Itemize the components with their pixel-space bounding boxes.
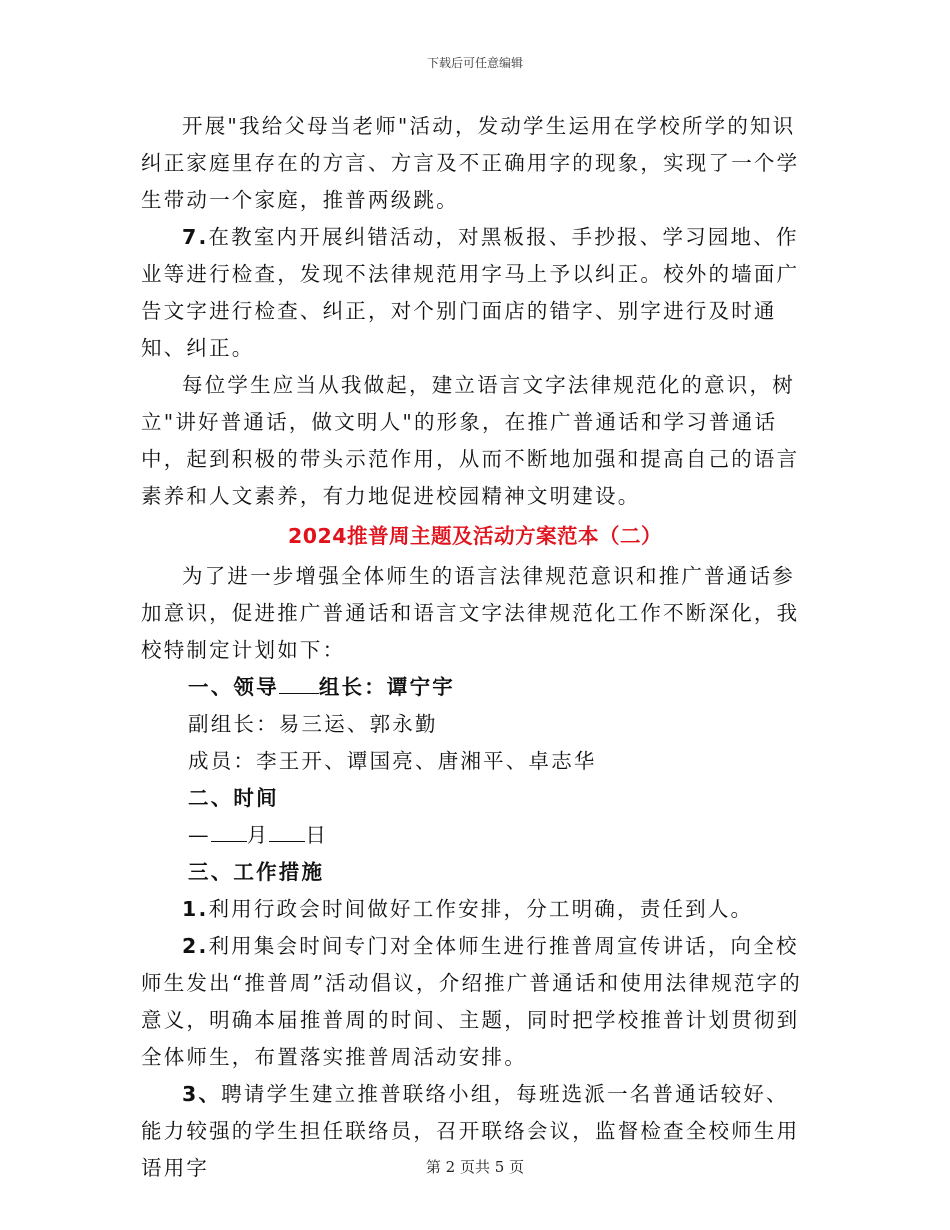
time-day: 日 — [305, 823, 329, 847]
group-leader: 组长：谭宁宇 — [318, 675, 456, 699]
item-number: 3、 — [182, 1082, 222, 1106]
item-text: 利用集会时间专门对全体师生进行推普周宣传讲话，向全校师生发出“推普周”活动倡议，介绍推广普通话和使用法律规范字的意义，明确本届推普周的时间、主题，同时把学校推普计划贯彻到全体师生，布置落实推普周活动安排。 — [141, 934, 802, 1069]
section-title: 2024推普周主题及活动方案范本（二） — [287, 524, 663, 548]
fill-blank — [279, 673, 319, 694]
time-heading: 二、时间 — [188, 786, 279, 810]
time-month: 月 — [246, 823, 270, 847]
intro-paragraph: 为了进一步增强全体师生的语言法律规范意识和推广普通话参加意识，促进推广普通话和语言文字法律规范化工作不断深化，我校特制定计划如下： — [141, 564, 800, 662]
item-text: 在教室内开展纠错活动，对黑板报、手抄报、学习园地、作业等进行检查，发现不法律规范用字马上予以纠正。校外的墙面广告文字进行检查、纠正，对个别门面店的错字、别字进行及时通知、纠正。 — [141, 225, 800, 360]
month-blank — [211, 821, 247, 842]
item-text: 聘请学生建立推普联络小组，每班选派一名普通话较好、能力较强的学生担任联络员，召开联络会议，监督检查全校师生用语用字 — [141, 1082, 800, 1180]
paragraph-every-student: 每位学生应当从我做起，建立语言文字法律规范化的意识，树立"讲好普通话，做文明人"的形象，在推广普通话和学习普通话中，起到积极的带头示范作用，从而不断地加强和提高自己的语言素养和人文素养，有力地促进校园精神文明建设。 — [141, 373, 800, 508]
time-dash: — — [188, 823, 211, 847]
vice-leaders: 副组长：易三运、郭永勤 — [188, 712, 438, 736]
leadership-heading-label: 一、领导 — [188, 675, 279, 699]
item-number: 1. — [182, 897, 209, 921]
time-line — [141, 817, 809, 854]
item-number: 2. — [182, 934, 209, 958]
measure-item-1 — [141, 891, 809, 928]
day-blank — [269, 821, 305, 842]
document-body — [141, 108, 809, 1187]
measure-item-2 — [141, 928, 809, 1076]
members: 成员：李王开、谭国亮、唐湘平、卓志华 — [188, 749, 597, 773]
leadership-heading — [141, 669, 809, 706]
item-number: 7. — [182, 225, 209, 249]
header-note: 下载后可任意编辑 — [426, 56, 523, 70]
paragraph-item-7 — [141, 219, 809, 367]
page-number: 第 2 页共 5 页 — [425, 1158, 525, 1176]
item-text: 利用行政会时间做好工作安排，分工明确，责任到人。 — [208, 897, 754, 921]
measures-heading: 三、工作措施 — [188, 860, 325, 884]
paragraph-parents-teacher: 开展"我给父母当老师"活动，发动学生运用在学校所学的知识纠正家庭里存在的方言、方言及不正确用字的现象，实现了一个学生带动一个家庭，推普两级跳。 — [141, 114, 800, 212]
